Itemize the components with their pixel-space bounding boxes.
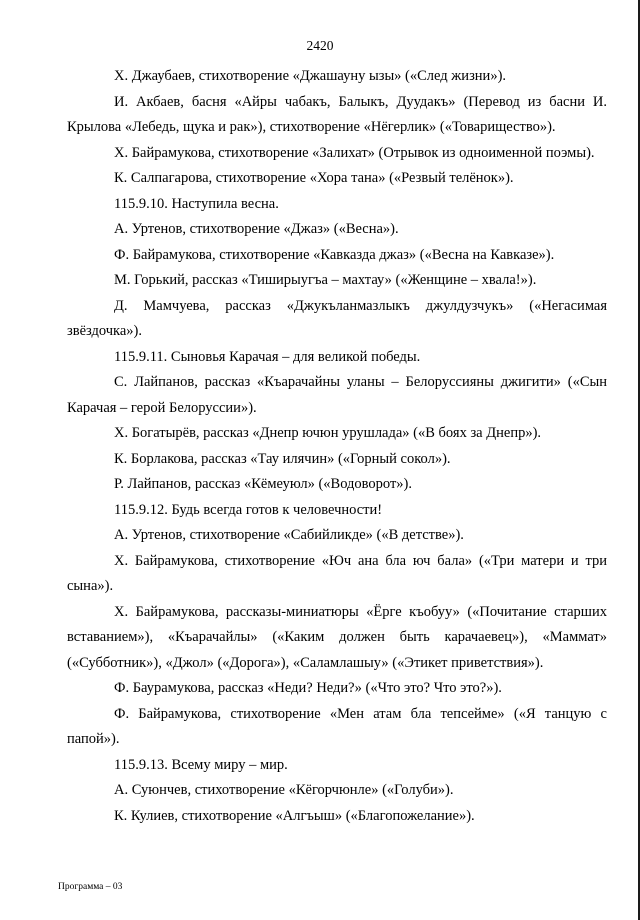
entry-akbaev: И. Акбаев, басня «Айры чабакъ, Балыкъ, Дуудакъ» (Перевод из басни И. Крылова «Лебедь, щука и рак»), стихотворение «Нёгерлик» («Товарищество»). (67, 93, 607, 135)
entry-laipanov-r: Р. Лайпанов, рассказ «Кёмеуюл» («Водоворот»). (114, 476, 413, 492)
entry-bairamukova-zalihat: Х. Байрамукова, стихотворение «Залихат» (Отрывок из одноименной поэмы). (114, 144, 595, 161)
entry-urtenov-sabiylikde: А. Уртенов, стихотворение «Сабийликде» («В детстве»). (114, 527, 464, 543)
section-heading-115-9-12: 115.9.12. Будь всегда готов к человечности! (114, 501, 383, 518)
entry-bauramukova: Ф. Баурамукова, рассказ «Неди? Неди?» («Что это? Что это?»). (114, 680, 502, 696)
entry-bairamukova-men-atam: Ф. Байрамукова, стихотворение «Мен атам бла тепсейме» («Я танцую с папой»). (67, 705, 607, 747)
page-footer: Программа – 03 (58, 882, 123, 892)
section-heading-115-9-13: 115.9.13. Всему миру – мир. (114, 756, 288, 773)
entry-suyunchev: А. Суюнчев, стихотворение «Кёгорчюнле» («Голуби»). (114, 782, 454, 798)
page-number: 2420 (306, 38, 334, 53)
entry-djaubaev: Х. Джаубаев, стихотворение «Джашауну ызы» («След жизни»). (114, 68, 507, 84)
entry-urtenov-djaz: А. Уртенов, стихотворение «Джаз» («Весна»). (114, 221, 399, 237)
entry-salpagarova: К. Салпагарова, стихотворение «Хора тана» («Резвый телёнок»). (114, 170, 514, 186)
entry-bairamukova-miniatures: Х. Байрамукова, рассказы-миниатюры «Ёрге къобуу» («Почитание старших вставанием»), «Къарачайлы» («Каким должен быть карачаевец»), «Маммат» («Субботник»), «Джол» («Дорога»), «Саламлашыу» («Этикет приветствия»). (67, 603, 607, 671)
document-body (67, 64, 607, 829)
entry-borlakova: К. Борлакова, рассказ «Тау илячин» («Горный сокол»). (114, 450, 451, 467)
section-heading-115-9-10: 115.9.10. Наступила весна. (114, 195, 279, 212)
entry-kuliev: К. Кулиев, стихотворение «Алгъыш» («Благопожелание»). (114, 807, 475, 824)
entry-bairamukova-kavkaz: Ф. Байрамукова, стихотворение «Кавказда джаз» («Весна на Кавказе»). (114, 246, 555, 263)
entry-gorky: М. Горький, рассказ «Тиширыугъа – махтау» («Женщине – хвала!»). (114, 272, 537, 288)
entry-mamchueva: Д. Мамчуева, рассказ «Джукъланмазлыкъ джулдузчукъ» («Негасимая звёздочка»). (67, 297, 607, 339)
entry-bogatyrev: Х. Богатырёв, рассказ «Днепр ючюн урушлада» («В боях за Днепр»). (114, 425, 542, 441)
entry-bairamukova-yuch-ana: Х. Байрамукова, стихотворение «Юч ана бла юч бала» («Три матери и три сына»). (67, 552, 607, 594)
entry-laipanov-s: С. Лайпанов, рассказ «Къарачайны уланы – Белоруссияны джигити» («Сын Карачая – герой Белоруссии»). (67, 374, 607, 416)
section-heading-115-9-11: 115.9.11. Сыновья Карачая – для великой победы. (114, 348, 421, 365)
